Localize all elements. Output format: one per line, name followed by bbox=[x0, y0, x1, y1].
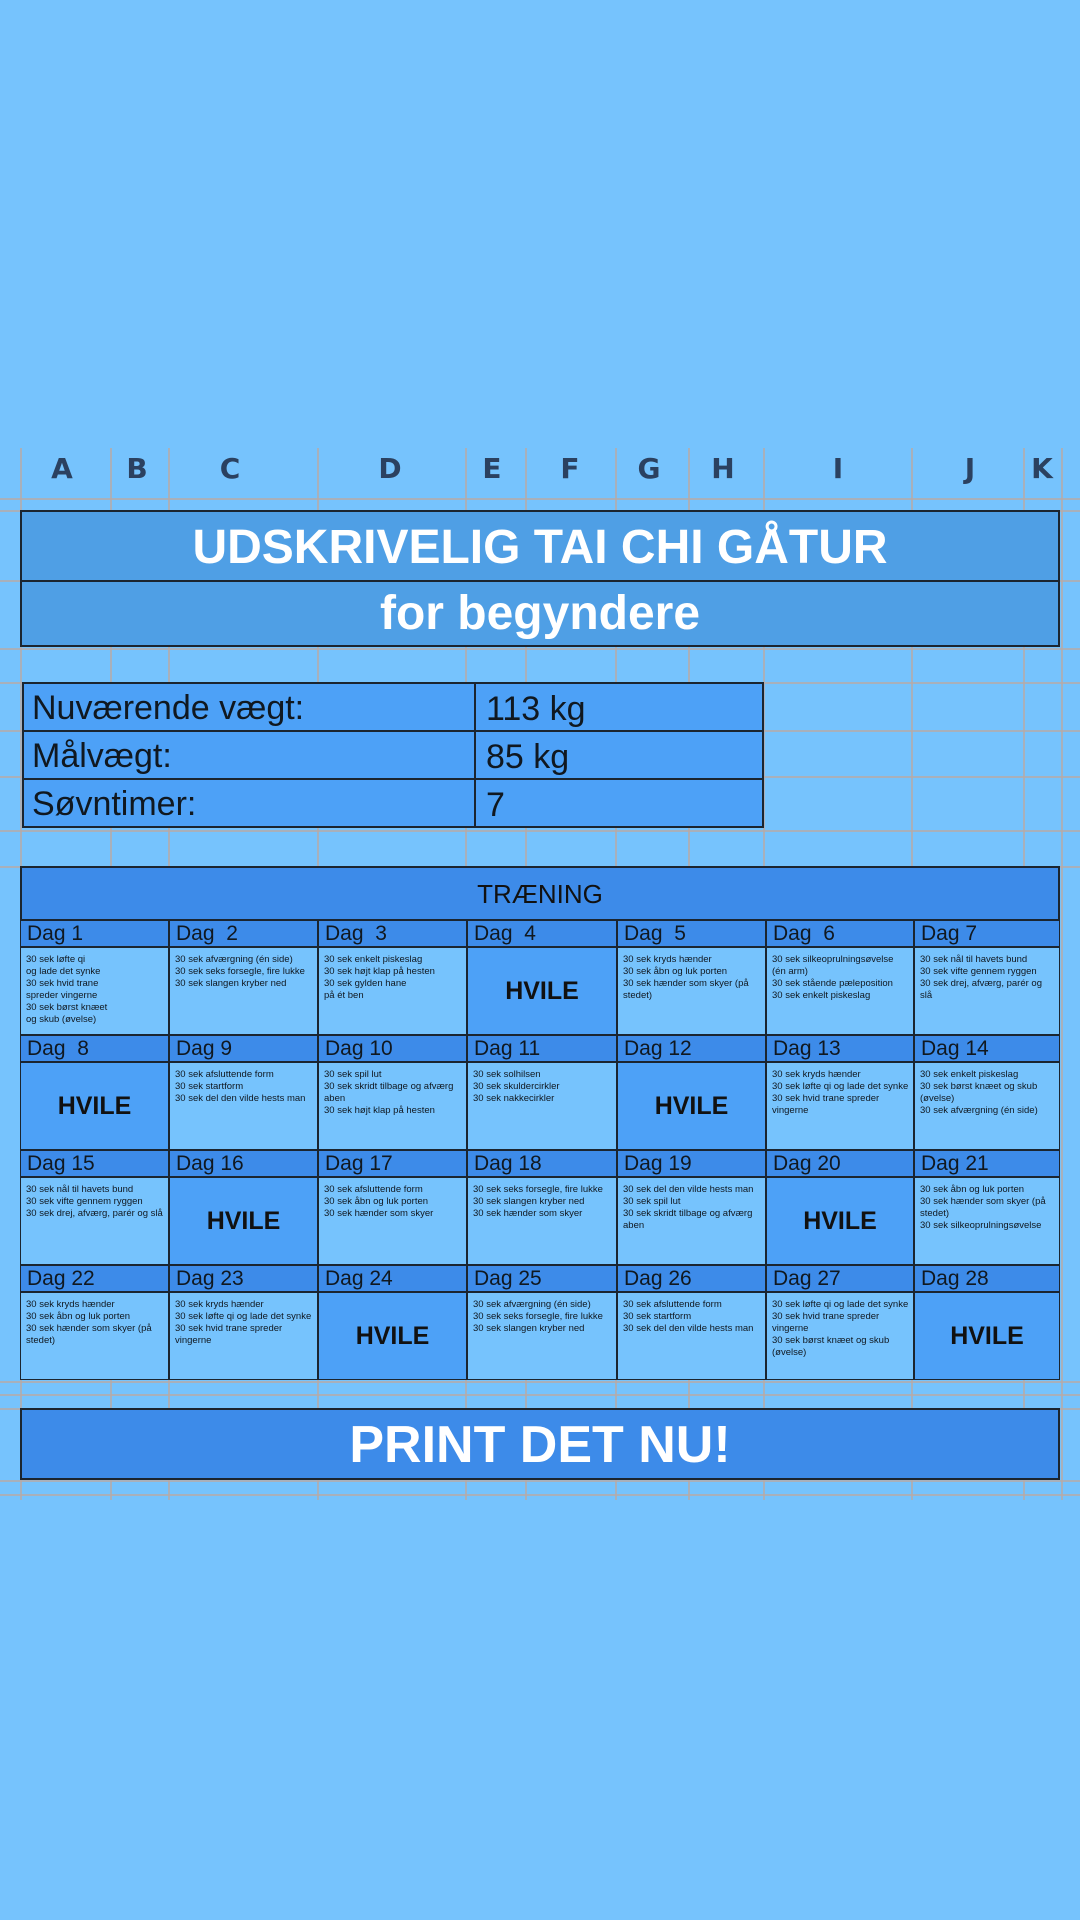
stats-row-current-weight bbox=[24, 684, 762, 732]
rest-day-cell: HVILE bbox=[766, 1177, 914, 1265]
stats-label: Nuværende vægt: bbox=[24, 684, 476, 730]
column-header-b[interactable]: B bbox=[126, 452, 148, 485]
page-title: UDSKRIVELIG TAI CHI GÅTUR bbox=[20, 510, 1060, 582]
day-label: Dag 13 bbox=[766, 1035, 914, 1062]
day-label: Dag 28 bbox=[914, 1265, 1060, 1292]
grid-line bbox=[0, 1394, 1080, 1396]
day-label: Dag 26 bbox=[617, 1265, 766, 1292]
week-header-row bbox=[20, 920, 1060, 947]
week-header-row bbox=[20, 1035, 1060, 1062]
column-header-a[interactable]: A bbox=[51, 452, 73, 485]
rest-day-cell: HVILE bbox=[914, 1292, 1060, 1380]
exercise-cell: 30 sek solhilsen 30 sek skuldercirkler 30 sek nakkecirkler bbox=[467, 1062, 617, 1150]
rest-day-cell: HVILE bbox=[467, 947, 617, 1035]
exercise-cell: 30 sek kryds hænder 30 sek løfte qi og lade det synke 30 sek hvid trane spreder vingerne bbox=[169, 1292, 318, 1380]
day-label: Dag 9 bbox=[169, 1035, 318, 1062]
grid-line bbox=[0, 1381, 1080, 1383]
exercise-cell: 30 sek kryds hænder 30 sek åbn og luk porten 30 sek hænder som skyer (på stedet) bbox=[617, 947, 766, 1035]
training-calendar bbox=[20, 920, 1060, 1380]
exercise-cell: 30 sek enkelt piskeslag 30 sek børst knæet og skub (øvelse) 30 sek afværgning (én side) bbox=[914, 1062, 1060, 1150]
week-body-row bbox=[20, 1062, 1060, 1150]
day-label: Dag 21 bbox=[914, 1150, 1060, 1177]
stats-value: 85 kg bbox=[476, 732, 762, 778]
exercise-cell: 30 sek nål til havets bund 30 sek vifte gennem ryggen 30 sek drej, afværg, parér og slå bbox=[20, 1177, 169, 1265]
day-label: Dag 10 bbox=[318, 1035, 467, 1062]
stats-label: Søvntimer: bbox=[24, 780, 476, 826]
day-label: Dag 6 bbox=[766, 920, 914, 947]
training-header: TRÆNING bbox=[20, 866, 1060, 921]
grid-line bbox=[0, 1494, 1080, 1496]
column-header-g[interactable]: G bbox=[637, 452, 661, 485]
rest-day-cell: HVILE bbox=[318, 1292, 467, 1380]
exercise-cell: 30 sek løfte qi og lade det synke 30 sek hvid trane spreder vingerne 30 sek børst knæet og skub (øvelse) bbox=[20, 947, 169, 1035]
exercise-cell: 30 sek del den vilde hests man 30 sek spil lut 30 sek skridt tilbage og afværg aben bbox=[617, 1177, 766, 1265]
day-label: Dag 14 bbox=[914, 1035, 1060, 1062]
grid-line bbox=[0, 648, 1080, 650]
grid-line bbox=[0, 830, 1080, 832]
stats-row-target-weight bbox=[24, 732, 762, 780]
exercise-cell: 30 sek kryds hænder 30 sek løfte qi og lade det synke 30 sek hvid trane spreder vingerne bbox=[766, 1062, 914, 1150]
stats-value: 113 kg bbox=[476, 684, 762, 730]
exercise-cell: 30 sek afsluttende form 30 sek startform 30 sek del den vilde hests man bbox=[617, 1292, 766, 1380]
exercise-cell: 30 sek kryds hænder 30 sek åbn og luk porten 30 sek hænder som skyer (på stedet) bbox=[20, 1292, 169, 1380]
stats-label: Målvægt: bbox=[24, 732, 476, 778]
exercise-cell: 30 sek afsluttende form 30 sek startform 30 sek del den vilde hests man bbox=[169, 1062, 318, 1150]
day-label: Dag 19 bbox=[617, 1150, 766, 1177]
day-label: Dag 12 bbox=[617, 1035, 766, 1062]
day-label: Dag 7 bbox=[914, 920, 1060, 947]
column-header-e[interactable]: E bbox=[482, 452, 502, 485]
exercise-cell: 30 sek silkeoprulningsøvelse (én arm) 30 sek stående pæleposition 30 sek enkelt piskeslag bbox=[766, 947, 914, 1035]
day-label: Dag 3 bbox=[318, 920, 467, 947]
day-label: Dag 16 bbox=[169, 1150, 318, 1177]
exercise-cell: 30 sek afværgning (én side) 30 sek seks forsegle, fire lukke 30 sek slangen kryber ned bbox=[169, 947, 318, 1035]
exercise-cell: 30 sek løfte qi og lade det synke 30 sek hvid trane spreder vingerne 30 sek børst knæet og skub (øvelse) bbox=[766, 1292, 914, 1380]
column-header-k[interactable]: K bbox=[1031, 452, 1053, 485]
exercise-cell: 30 sek enkelt piskeslag 30 sek højt klap på hesten 30 sek gylden hane på ét ben bbox=[318, 947, 467, 1035]
column-header-d[interactable]: D bbox=[378, 452, 402, 485]
exercise-cell: 30 sek spil lut 30 sek skridt tilbage og afværg aben 30 sek højt klap på hesten bbox=[318, 1062, 467, 1150]
day-label: Dag 20 bbox=[766, 1150, 914, 1177]
week-body-row bbox=[20, 1292, 1060, 1380]
day-label: Dag 2 bbox=[169, 920, 318, 947]
rest-day-cell: HVILE bbox=[20, 1062, 169, 1150]
day-label: Dag 17 bbox=[318, 1150, 467, 1177]
day-label: Dag 18 bbox=[467, 1150, 617, 1177]
day-label: Dag 4 bbox=[467, 920, 617, 947]
stats-value: 7 bbox=[476, 780, 762, 826]
grid-line bbox=[0, 1480, 1080, 1482]
day-label: Dag 8 bbox=[20, 1035, 169, 1062]
week-body-row bbox=[20, 947, 1060, 1035]
print-now-button[interactable]: PRINT DET NU! bbox=[20, 1408, 1060, 1480]
exercise-cell: 30 sek afsluttende form 30 sek åbn og luk porten 30 sek hænder som skyer bbox=[318, 1177, 467, 1265]
day-label: Dag 1 bbox=[20, 920, 169, 947]
day-label: Dag 27 bbox=[766, 1265, 914, 1292]
column-header-f[interactable]: F bbox=[560, 452, 580, 485]
column-header-c[interactable]: C bbox=[219, 452, 241, 485]
day-label: Dag 22 bbox=[20, 1265, 169, 1292]
column-header-i[interactable]: I bbox=[832, 452, 844, 485]
day-label: Dag 23 bbox=[169, 1265, 318, 1292]
page-subtitle: for begyndere bbox=[20, 580, 1060, 647]
rest-day-cell: HVILE bbox=[169, 1177, 318, 1265]
day-label: Dag 11 bbox=[467, 1035, 617, 1062]
stats-row-sleep-hours bbox=[24, 780, 762, 826]
day-label: Dag 24 bbox=[318, 1265, 467, 1292]
day-label: Dag 25 bbox=[467, 1265, 617, 1292]
column-header-h[interactable]: H bbox=[711, 452, 735, 485]
day-label: Dag 5 bbox=[617, 920, 766, 947]
exercise-cell: 30 sek afværgning (én side) 30 sek seks forsegle, fire lukke 30 sek slangen kryber ned bbox=[467, 1292, 617, 1380]
exercise-cell: 30 sek seks forsegle, fire lukke 30 sek slangen kryber ned 30 sek hænder som skyer bbox=[467, 1177, 617, 1265]
rest-day-cell: HVILE bbox=[617, 1062, 766, 1150]
week-header-row bbox=[20, 1150, 1060, 1177]
day-label: Dag 15 bbox=[20, 1150, 169, 1177]
week-header-row bbox=[20, 1265, 1060, 1292]
exercise-cell: 30 sek åbn og luk porten 30 sek hænder som skyer (på stedet) 30 sek silkeoprulningsøvelse bbox=[914, 1177, 1060, 1265]
stats-table bbox=[22, 682, 764, 828]
grid-line bbox=[0, 498, 1080, 500]
exercise-cell: 30 sek nål til havets bund 30 sek vifte gennem ryggen 30 sek drej, afværg, parér og slå bbox=[914, 947, 1060, 1035]
grid-line bbox=[1061, 448, 1063, 1500]
column-header-j[interactable]: J bbox=[964, 452, 976, 485]
week-body-row bbox=[20, 1177, 1060, 1265]
